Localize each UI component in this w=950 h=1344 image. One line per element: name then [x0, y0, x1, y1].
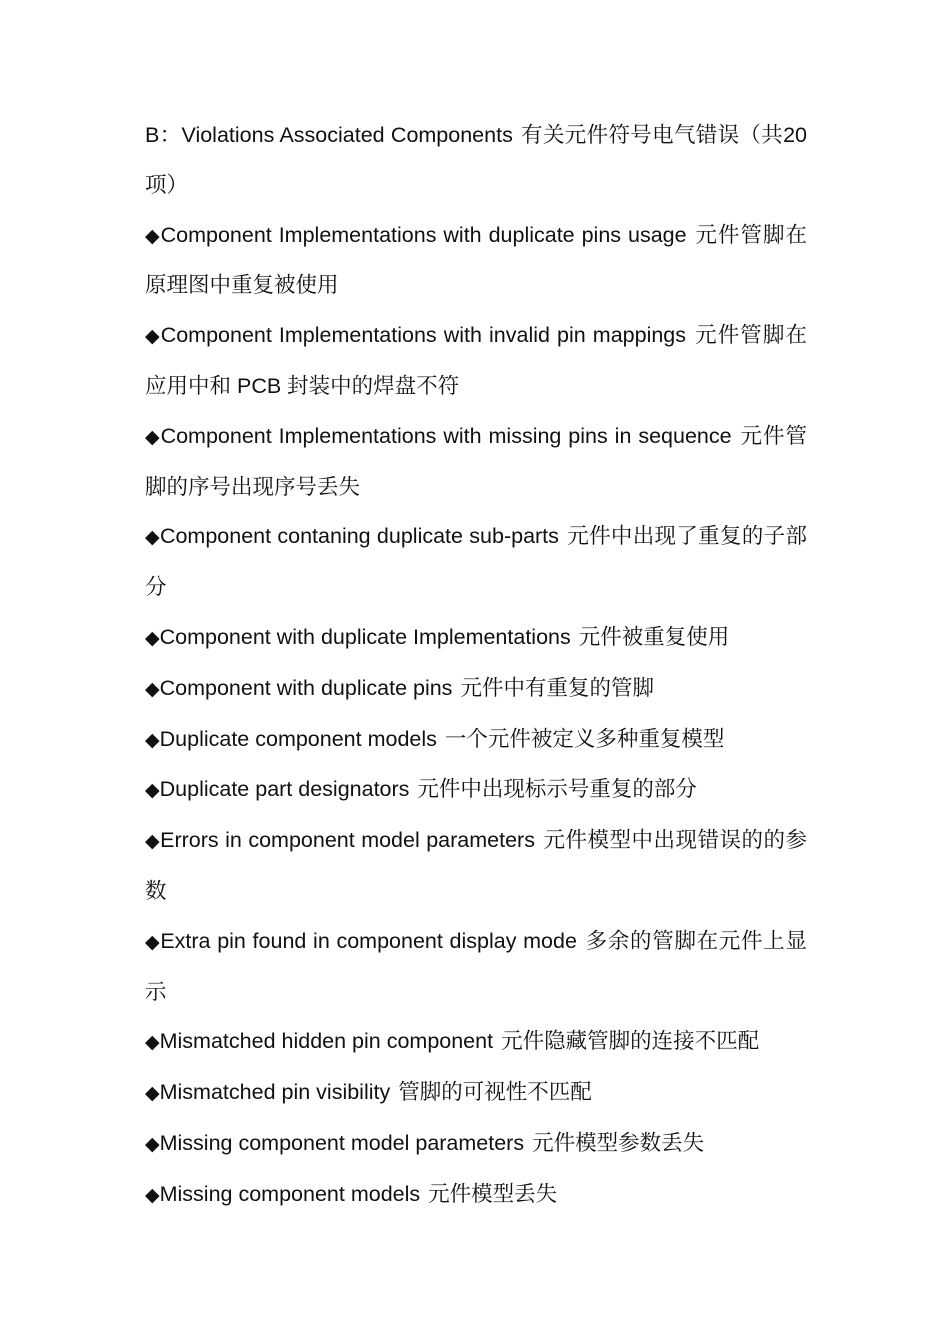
- item-chinese: 多余的管脚在元件上显示: [145, 928, 807, 1004]
- item-english: Component Implementations with duplicate pins usage: [160, 222, 687, 247]
- item-chinese: 元件模型参数丢失: [532, 1130, 705, 1155]
- item-chinese: 元件中有重复的管脚: [460, 675, 654, 700]
- list-item: [145, 512, 807, 613]
- list-item: [145, 1170, 807, 1221]
- diamond-bullet-icon: ◆: [145, 626, 160, 649]
- item-chinese: 元件被重复使用: [578, 624, 730, 649]
- diamond-bullet-icon: ◆: [145, 728, 160, 751]
- item-chinese: 一个元件被定义多种重复模型: [444, 726, 725, 751]
- item-english: Component with duplicate pins: [159, 675, 453, 700]
- item-chinese: 元件隐藏管脚的连接不匹配: [501, 1029, 760, 1054]
- item-english: Extra pin found in component display mode: [160, 928, 577, 953]
- diamond-bullet-icon: ◆: [145, 1031, 160, 1054]
- list-item: [145, 917, 807, 1018]
- item-english: Mismatched pin visibility: [159, 1080, 391, 1105]
- list-item: [145, 1017, 807, 1068]
- diamond-bullet-icon: ◆: [145, 1132, 160, 1155]
- document-page: [145, 111, 807, 1221]
- item-english: Component Implementations with missing pins in sequence: [160, 423, 732, 448]
- item-chinese: 元件模型丢失: [428, 1181, 558, 1206]
- list-item: [145, 765, 807, 816]
- list-item: [145, 664, 807, 715]
- diamond-bullet-icon: ◆: [145, 325, 161, 348]
- item-english: Component with duplicate Implementations: [159, 624, 571, 649]
- item-english: Duplicate component models: [159, 726, 437, 751]
- item-chinese: 元件中出现了重复的子部分: [145, 524, 807, 600]
- list-item: [145, 412, 807, 513]
- diamond-bullet-icon: ◆: [145, 779, 160, 802]
- heading-prefix: B：Violations Associated Components: [145, 123, 513, 147]
- list-item: [145, 613, 807, 664]
- list-item: [145, 311, 807, 412]
- diamond-bullet-icon: ◆: [145, 425, 161, 448]
- item-chinese: 元件管脚在应用中和 PCB 封装中的焊盘不符: [145, 323, 807, 398]
- item-chinese: 元件管脚在原理图中重复被使用: [145, 222, 807, 298]
- item-chinese: 元件管脚的序号出现序号丢失: [145, 423, 807, 499]
- item-english: Missing component models: [159, 1181, 421, 1206]
- item-english: Duplicate part designators: [159, 777, 410, 802]
- item-chinese: 元件中出现标示号重复的部分: [417, 777, 697, 802]
- item-chinese: 管脚的可视性不匹配: [398, 1080, 592, 1105]
- diamond-bullet-icon: ◆: [145, 1082, 160, 1105]
- item-english: Component contaning duplicate sub-parts: [159, 524, 559, 549]
- heading-cn: 有关元件符号电气错误（共20项）: [145, 123, 807, 197]
- item-chinese: 元件模型中出现错误的的参数: [145, 828, 807, 903]
- item-english: Component Implementations with invalid pin mappings: [160, 323, 687, 348]
- list-item: [145, 1119, 807, 1170]
- diamond-bullet-icon: ◆: [145, 526, 160, 549]
- item-english: Missing component model parameters: [159, 1130, 525, 1155]
- diamond-bullet-icon: ◆: [145, 677, 160, 700]
- item-english: Mismatched hidden pin component: [159, 1029, 494, 1054]
- list-item: [145, 816, 807, 917]
- list-item: [145, 715, 807, 766]
- violation-list: [145, 211, 807, 1221]
- diamond-bullet-icon: ◆: [145, 930, 161, 953]
- list-item: [145, 211, 807, 312]
- diamond-bullet-icon: ◆: [145, 1183, 160, 1206]
- list-item: [145, 1068, 807, 1119]
- item-english: Errors in component model parameters: [160, 828, 535, 853]
- diamond-bullet-icon: ◆: [145, 830, 161, 853]
- diamond-bullet-icon: ◆: [145, 224, 161, 247]
- section-heading: [145, 111, 807, 211]
